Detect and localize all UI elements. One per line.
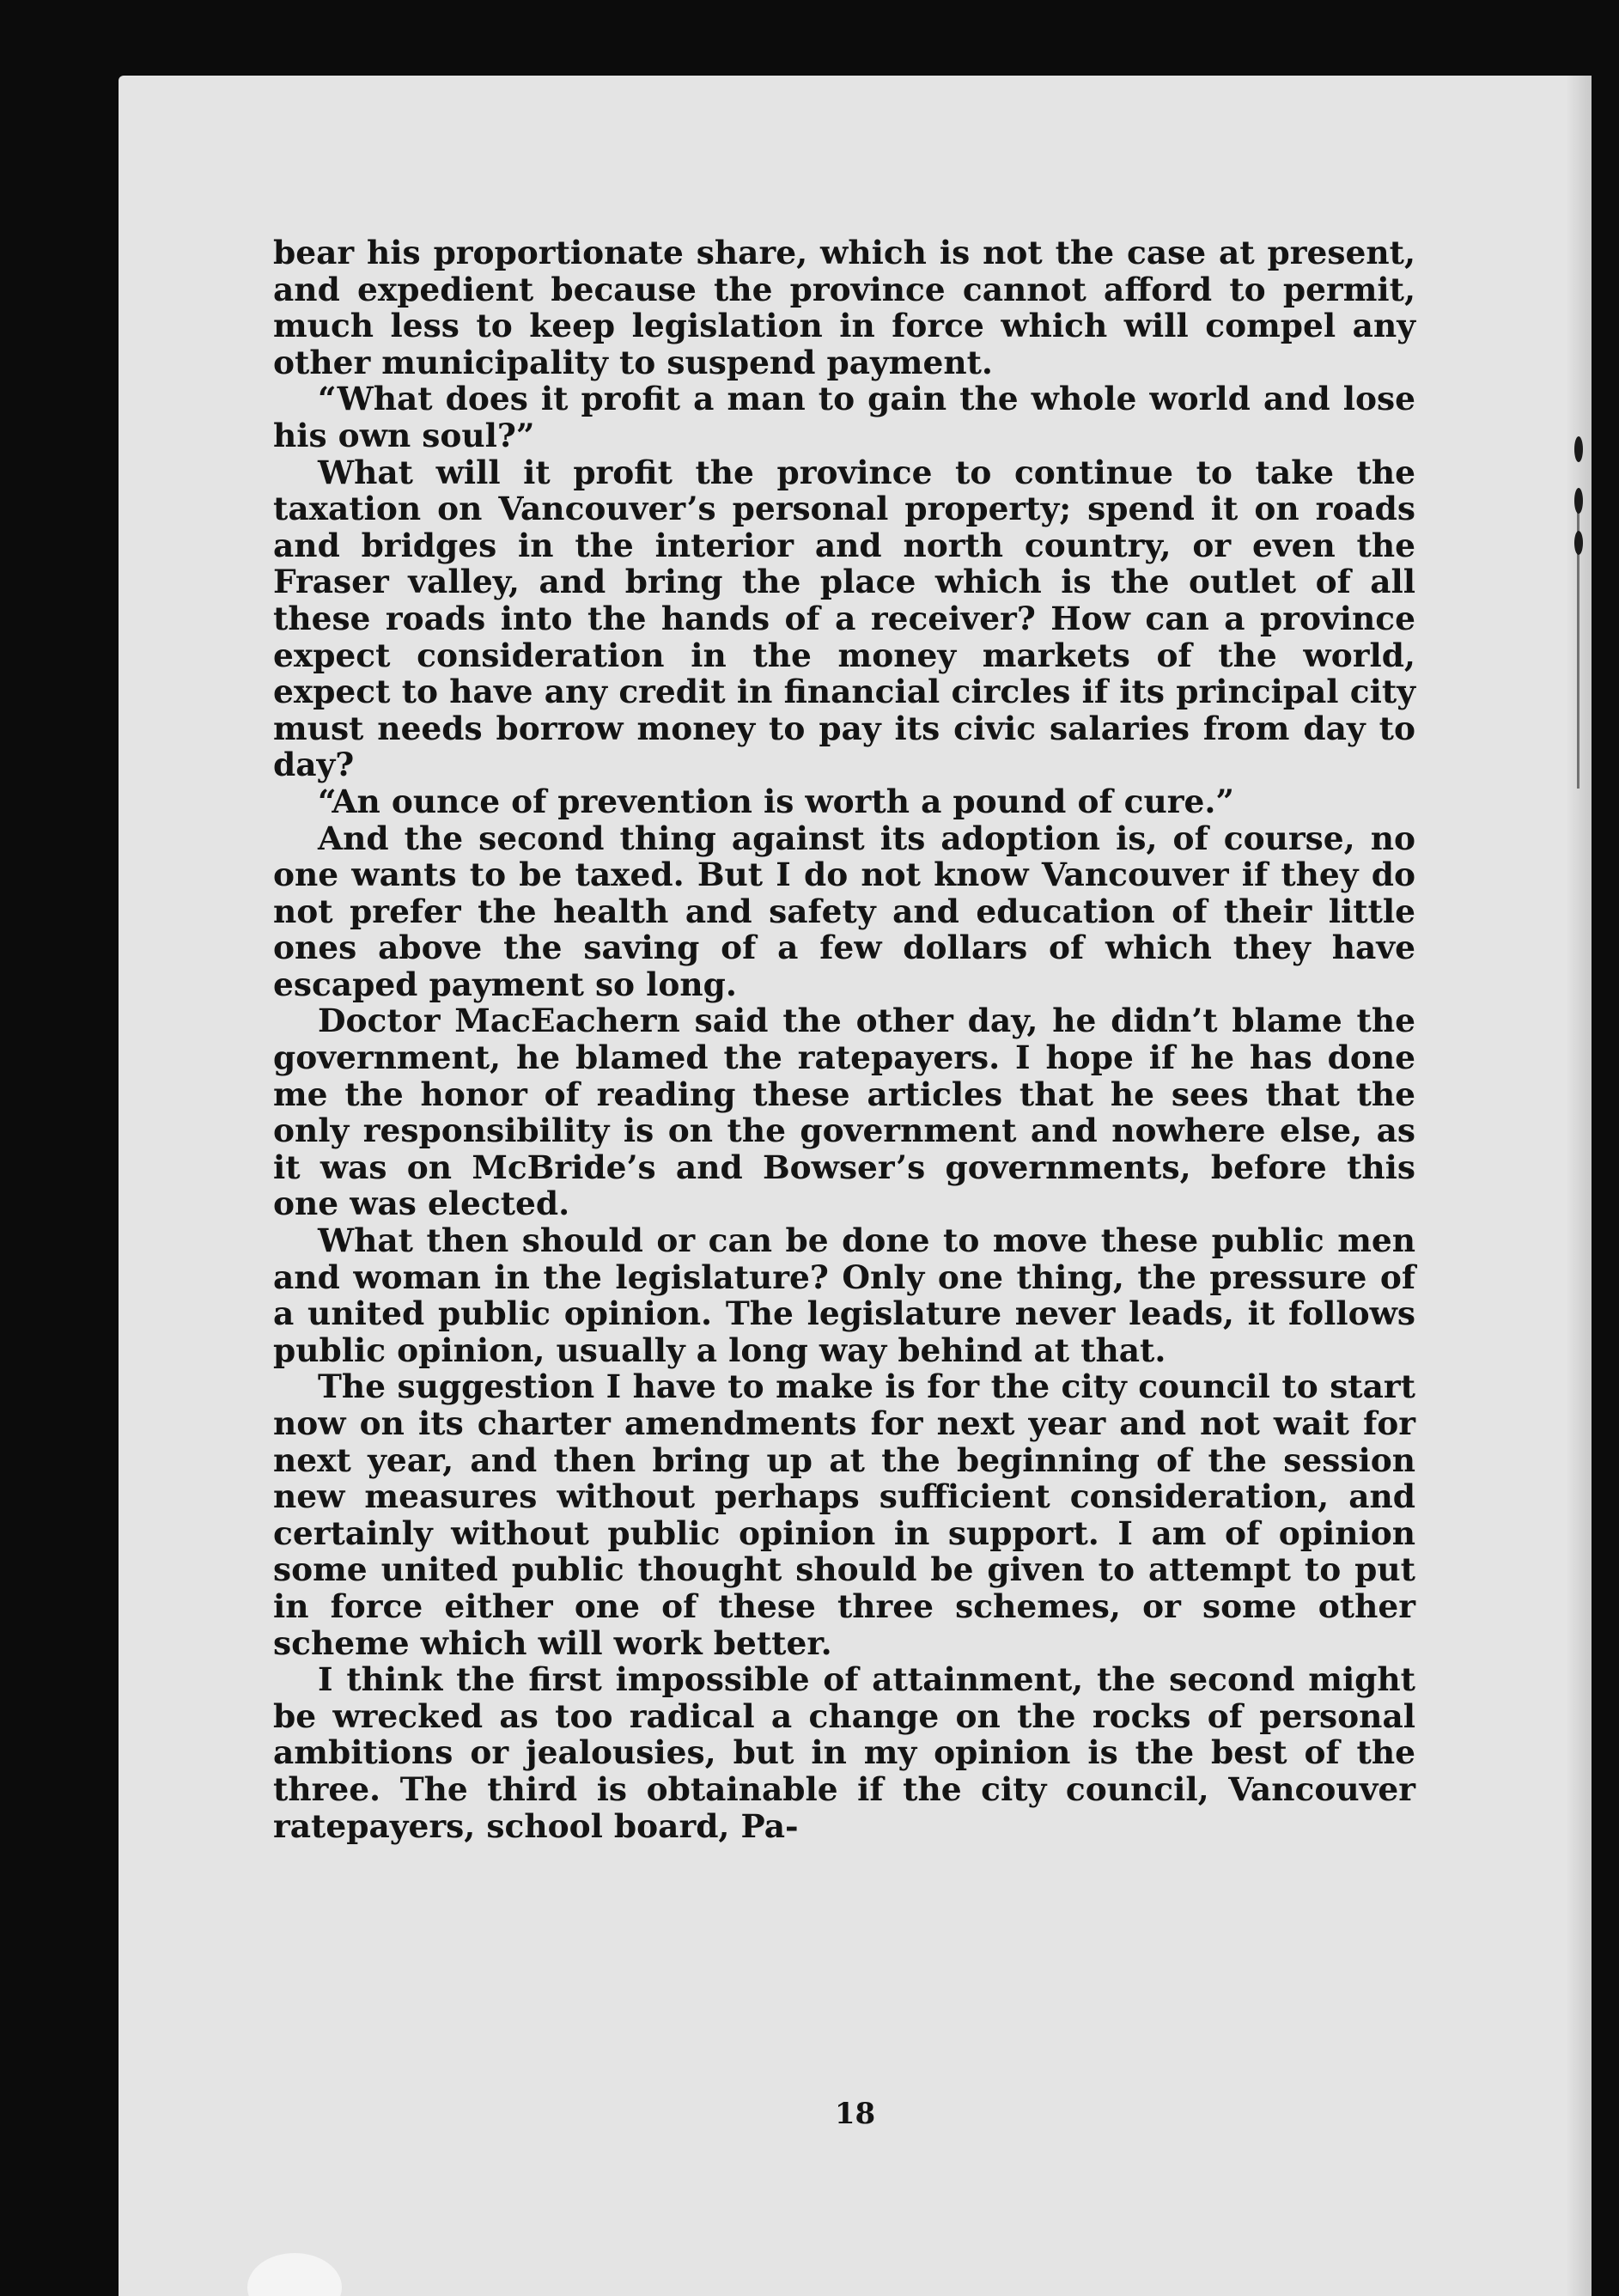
paragraph: I think the first impossible of attainment, the second might be wrecked as too radical a change on the rocks of personal ambitions or jealousies, but in my opinion is the best of the three. The third is obtainable if the city council, Vancouver ratepayers, school board, Pa- (273, 1660, 1415, 1845)
paragraph: Doctor MacEachern said the other day, he didn’t blame the government, he blamed the ratepayers. I hope if he has done me the honor of reading these articles that he sees that the only responsibility is on the government and nowhere else, as it was on McBride’s and Bowser’s governments, before this one was elected. (273, 1002, 1415, 1223)
paragraph: The suggestion I have to make is for the city council to start now on its charter amendments for next year and not wait for next year, and then bring up at the beginning of the session new measures without perhaps sufficient consideration, and certainly without public opinion in support. I am of opinion some united public thought should be given to attempt to put in force either one of these three schemes, or some other scheme which will work better. (273, 1367, 1415, 1662)
paragraph: What will it profit the province to continue to take the taxation on Vancouver’s personal property; spend it on roads and bridges in the interior and north country, or even the Fraser valley, and bring the place which is the outlet of all these roads into the hands of a receiver? How can a province expect consideration in the money markets of the world, expect to have any credit in financial circles if its principal city must needs borrow money to pay its civic salaries from day to day? (273, 453, 1415, 784)
paragraph: bear his proportionate share, which is not the case at present, and expedient because the province cannot afford to permit, much less to keep legislation in force which will compel any other municipality to suspend payment. (273, 234, 1415, 381)
page-gutter-shadow (1566, 76, 1592, 2296)
body-text (273, 234, 1415, 1844)
binding-mark (1574, 436, 1583, 462)
paragraph: “An ounce of prevention is worth a pound of cure.” (318, 782, 1234, 820)
page-number: 18 (834, 2097, 876, 2131)
binding-mark (1574, 488, 1583, 514)
paragraph: And the second thing against its adoption is, of course, no one wants to be taxed. But I do not know Vancouver if they do not prefer the health and safety and education of their little ones above the saving of a few dollars of which they have escaped payment so long. (273, 819, 1415, 1003)
paragraph: What then should or can be done to move these public men and woman in the legislature? Only one thing, the pressure of a united public opinion. The legislature never leads, it follows public opinion, usually a long way behind at that. (273, 1221, 1415, 1369)
book-page (119, 76, 1592, 2296)
binding-mark (1574, 531, 1583, 555)
paper-stain (247, 2253, 342, 2296)
paragraph: “What does it profit a man to gain the whole world and lose his own soul?” (273, 380, 1415, 454)
